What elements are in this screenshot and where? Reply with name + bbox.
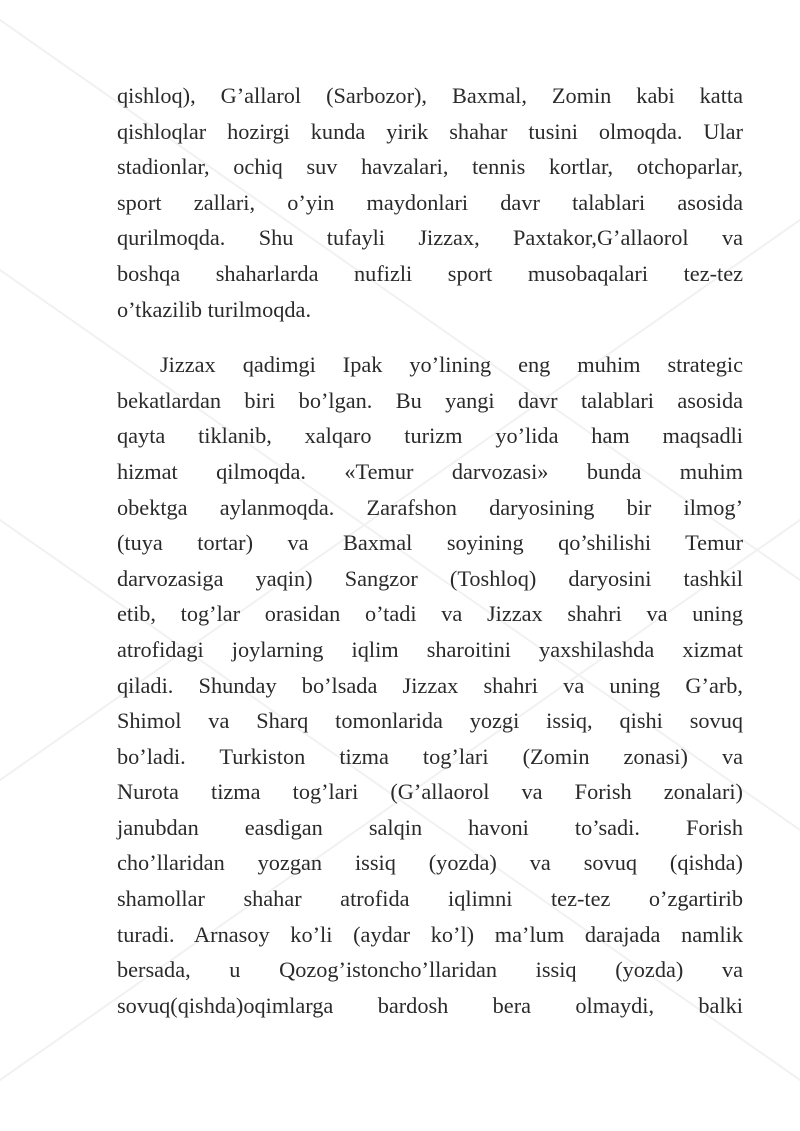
text-line: o’tkazilib turilmoqda.	[117, 296, 312, 322]
text-line: bersada, u Qozog’istoncho’llaridan issiq (yozda) va	[117, 957, 743, 983]
text-line: sport zallari, o’yin maydonlari davr talablari asosida	[117, 189, 743, 215]
text-line: bekatlardan biri bo’lgan. Bu yangi davr talablari asosida	[117, 387, 743, 413]
text-line: bo’ladi. Turkiston tizma tog’lari (Zomin zonasi) va	[117, 743, 743, 769]
paragraph-spacer	[117, 327, 743, 347]
text-line: cho’llaridan yozgan issiq (yozda) va sovuq (qishda)	[117, 850, 743, 876]
text-line: Shimol va Sharq tomonlarida yozgi issiq, qishi sovuq	[117, 708, 743, 734]
text-line: atrofidagi joylarning iqlim sharoitini yaxshilashda xizmat	[117, 636, 743, 662]
paragraph-1	[117, 78, 743, 327]
text-line: turadi. Arnasoy ko’li (aydar ko’l) ma’lum darajada namlik	[117, 921, 743, 947]
text-line: sovuq(qishda)oqimlarga bardosh bera olmaydi, balki	[117, 992, 743, 1018]
text-line: qishloq), G’allarol (Sarbozor), Baxmal, Zomin kabi katta	[117, 83, 743, 108]
body-text	[117, 78, 743, 1023]
paragraph-2	[117, 347, 743, 1023]
text-line: qiladi. Shunday bo’lsada Jizzax shahri va uning G’arb,	[117, 672, 743, 698]
text-line: darvozasiga yaqin) Sangzor (Toshloq) daryosini tashkil	[117, 565, 743, 591]
text-line: qurilmoqda. Shu tufayli Jizzax, Paxtakor,G’allaorol va	[117, 225, 743, 251]
text-line: Jizzax qadimgi Ipak yo’lining eng muhim strategic	[160, 352, 743, 378]
text-line: hizmat qilmoqda. «Temur darvozasi» bunda muhim	[117, 458, 743, 484]
text-line: shamollar shahar atrofida iqlimni tez-tez o’zgartirib	[117, 886, 743, 912]
text-line: janubdan easdigan salqin havoni to’sadi. Forish	[117, 814, 743, 840]
text-line: qayta tiklanib, xalqaro turizm yo’lida ham maqsadli	[117, 423, 743, 449]
text-line: qishloqlar hozirgi kunda yirik shahar tusini olmoqda. Ular	[117, 118, 743, 144]
text-line: Nurota tizma tog’lari (G’allaorol va Forish zonalari)	[117, 779, 743, 805]
text-line: stadionlar, ochiq suv havzalari, tennis kortlar, otchoparlar,	[117, 154, 743, 180]
text-line: obektga aylanmoqda. Zarafshon daryosining bir ilmog’	[117, 494, 743, 520]
text-line: etib, tog’lar orasidan o’tadi va Jizzax shahri va uning	[117, 601, 743, 627]
text-line: boshqa shaharlarda nufizli sport musobaqalari tez-tez	[117, 260, 743, 286]
text-line: (tuya tortar) va Baxmal soyining qo’shilishi Temur	[117, 530, 743, 556]
